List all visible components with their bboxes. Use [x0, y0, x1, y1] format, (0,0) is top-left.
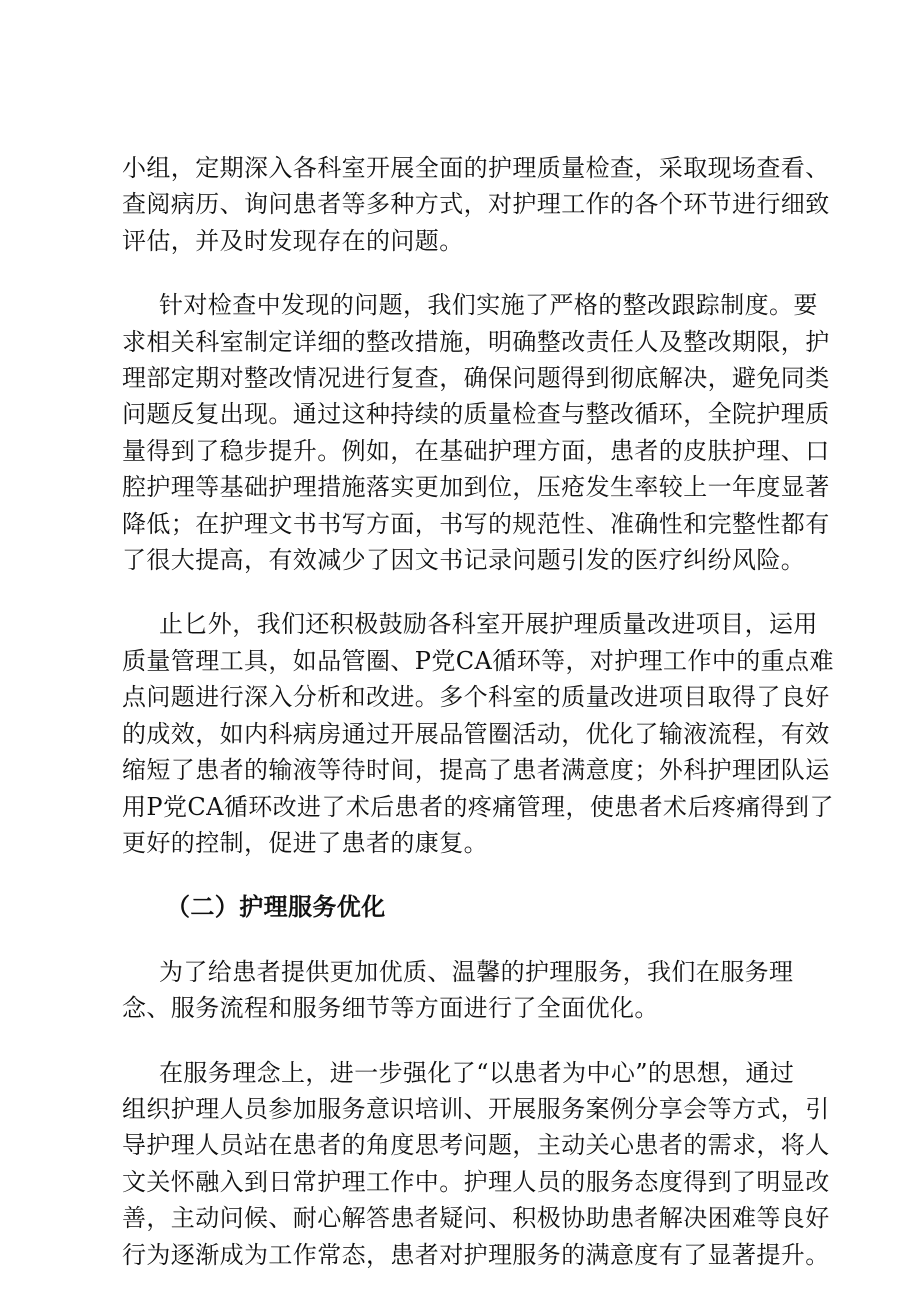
- text-line: 腔护理等基础护理措施落实更加到位，压疮发生率较上一年度显著: [122, 473, 830, 502]
- text-line: 用P党CA循环改进了术后患者的疼痛管理，使患者术后疼痛得到了: [122, 792, 834, 821]
- paragraph-service-optimization: [122, 954, 798, 1027]
- text-line: 导护理人员站在患者的角度思考问题，主动关心患者的需求，将人: [122, 1131, 830, 1160]
- paragraph-improvement-projects: [122, 606, 834, 861]
- text-line: 问题反复出现。通过这种持续的质量检查与整改循环，全院护理质: [122, 400, 830, 429]
- paragraph-service-concept: [122, 1055, 830, 1273]
- text-line: 求相关科室制定详细的整改措施，明确整改责任人及整改期限，护: [122, 327, 830, 356]
- text-line: 组织护理人员参加服务意识培训、开展服务案例分享会等方式，引: [122, 1094, 830, 1123]
- document-body: [122, 150, 834, 1273]
- text-line: 止匕外，我们还积极鼓励各科室开展护理质量改进项目，运用: [159, 610, 818, 639]
- paragraph-quality-inspection: [122, 150, 830, 259]
- text-line: 在服务理念上，进一步强化了“以患者为中心”的思想，通过: [159, 1058, 795, 1087]
- section-heading: （二）护理服务优化: [166, 892, 386, 922]
- paragraph-rectification: [122, 287, 830, 578]
- text-line: 评估，并及时发现存在的问题。: [122, 226, 464, 255]
- text-line: 理部定期对整改情况进行复查，确保问题得到彻底解决，避免同类: [122, 364, 830, 393]
- text-line: 更好的控制，促进了患者的康复。: [122, 828, 488, 857]
- text-line: 缩短了患者的输液等待时间，提高了患者满意度；外科护理团队运: [122, 756, 830, 785]
- text-line: 了很大提高，有效减少了因文书记录问题引发的医疗纠纷风险。: [122, 546, 806, 575]
- text-line: 行为逐渐成为工作常态，患者对护理服务的满意度有了显著提升。: [122, 1240, 830, 1269]
- text-line: 为了给患者提供更加优质、温馨的护理服务，我们在服务理: [159, 957, 794, 986]
- text-line: 念、服务流程和服务细节等方面进行了全面优化。: [122, 994, 659, 1023]
- text-line: 查阅病历、询问患者等多种方式，对护理工作的各个环节进行细致: [122, 190, 830, 219]
- text-line: 针对检查中发现的问题，我们实施了严格的整改跟踪制度。要: [159, 291, 818, 320]
- text-line: 降低；在护理文书书写方面，书写的规范性、准确性和完整性都有: [122, 509, 830, 538]
- text-line: 的成效，如内科病房通过开展品管圈活动，优化了输液流程，有效: [122, 719, 830, 748]
- text-line: 点问题进行深入分析和改进。多个科室的质量改进项目取得了良好: [122, 683, 830, 712]
- text-line: 文关怀融入到日常护理工作中。护理人员的服务态度得到了明显改: [122, 1167, 830, 1196]
- text-line: 小组，定期深入各科室开展全面的护理质量检查，采取现场查看、: [122, 154, 830, 182]
- text-line: 质量管理工具，如品管圈、P党CA循环等，对护理工作中的重点难: [122, 646, 834, 675]
- text-line: 量得到了稳步提升。例如，在基础护理方面，患者的皮肤护理、口: [122, 436, 830, 465]
- text-line: 善，主动问候、耐心解答患者疑问、积极协助患者解决困难等良好: [122, 1204, 830, 1233]
